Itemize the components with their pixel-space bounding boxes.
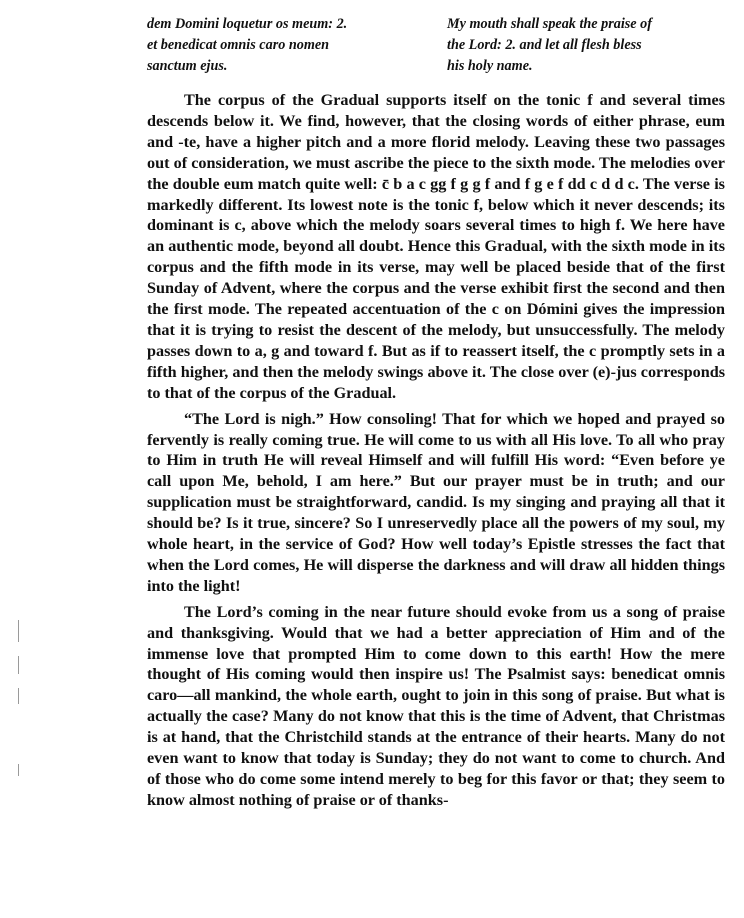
scan-mark bbox=[18, 764, 19, 776]
scan-mark bbox=[18, 620, 19, 642]
page-content bbox=[147, 14, 725, 811]
english-verse bbox=[447, 14, 725, 77]
english-line: My mouth shall speak the praise of bbox=[447, 16, 652, 32]
paragraph-lord-is-nigh: “The Lord is nigh.” How consoling! That for which we hoped and prayed so fervently is really coming true. He will come to us with all His love. To all who pray to Him in truth He will reveal Himself and will fulfill His word: “Even before ye call upon Me, behold, I am here.” But our prayer must be in truth; and our supplication must be straightforward, candid. Is my singing and praying all that it should be? Is it true, sincere? So I unreservedly place all the powers of my soul, my whole heart, in the service of God? How well today’s Epistle stresses the fact that when the Lord comes, He will disperse the darkness and will draw all hidden things into the light! bbox=[147, 409, 725, 595]
latin-line: dem Domini loquetur os meum: 2. bbox=[147, 16, 348, 32]
verse-translation-block bbox=[147, 14, 725, 77]
margin-scan-marks bbox=[18, 620, 22, 790]
english-line: his holy name. bbox=[447, 58, 533, 74]
paragraph-song-of-praise: The Lord’s coming in the near future should evoke from us a song of praise and thanksgiving. Would that we had a better appreciation of Him and of the immense love that prompted Him to come down to this earth! How the mere thought of His coming would then inspire us! The Psalmist says: benedicat omnis caro—all mankind, the whole earth, ought to join in this song of praise. But what is actually the case? Many do not know that this is the time of Advent, that Christmas is at hand, that the Christchild stands at the entrance of their hearts. Many do not even want to know that today is Sunday; they do not want to come to church. And of those who do come some intend merely to beg for this favor or that; they seem to know almost nothing of praise or of thanks- bbox=[147, 602, 725, 809]
scan-mark bbox=[18, 688, 19, 704]
english-line: the Lord: 2. and let all flesh bless bbox=[447, 37, 642, 53]
latin-line: sanctum ejus. bbox=[147, 58, 228, 74]
latin-line: et benedicat omnis caro nomen bbox=[147, 37, 330, 53]
latin-verse bbox=[147, 14, 425, 77]
commentary-body bbox=[147, 90, 725, 811]
paragraph-gradual-analysis: The corpus of the Gradual supports itself on the tonic f and several times descends below it. We find, however, that the closing words of either phrase, eum and -te, have a higher pitch and a more florid melody. Leaving these two passages out of consideration, we must ascribe the piece to the sixth mode. The melodies over the double eum match quite well: c̄ b a c gg f g g f and f g e f dd c d d c. The verse is markedly different. Its lowest note is the tonic f, below which it never descends; its dominant is c, above which the melody soars several times to high f. We here have an authentic mode, beyond all doubt. Hence this Gradual, with the sixth mode in its corpus and the fifth mode in its verse, may well be placed beside that of the first Sunday of Advent, where the corpus and the verse exhibit first the second and then the first mode. The repeated accentuation of the c on Dómini gives the impression that it is trying to resist the descent of the melody, but unsuccessfully. The melody passes down to a, g and toward f. But as if to reassert itself, the c promptly sets in a fifth higher, and then the melody swings above it. The close over (e)-jus corresponds to that of the corpus of the Gradual. bbox=[147, 91, 725, 402]
scan-mark bbox=[18, 656, 19, 674]
